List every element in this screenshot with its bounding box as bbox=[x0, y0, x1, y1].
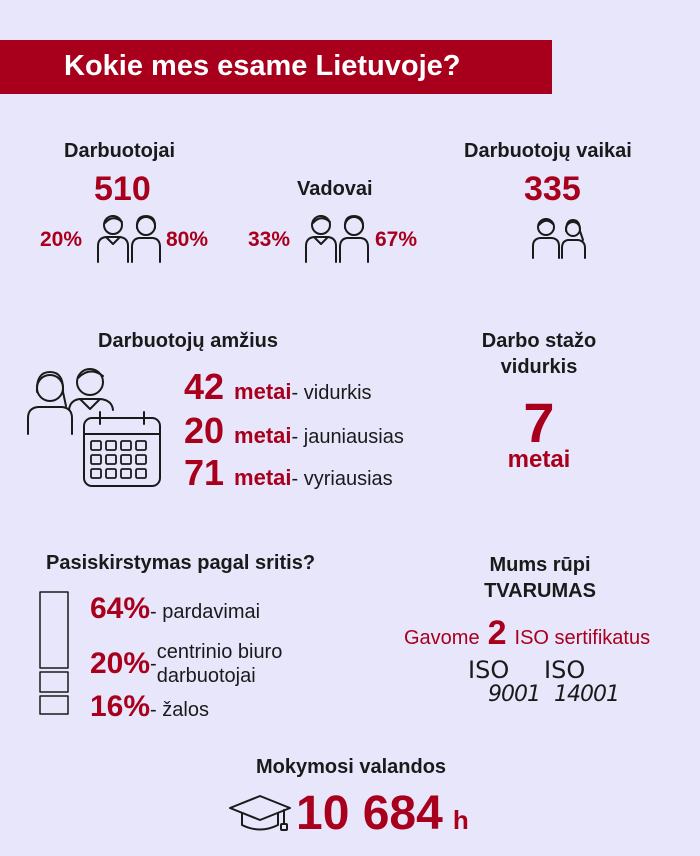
age-stat-value: 71 bbox=[184, 452, 225, 493]
tenure-label-line2: vidurkis bbox=[500, 356, 578, 378]
sustainability-label-line1: Mums rūpi bbox=[489, 554, 591, 576]
iso-14001-top: ISO bbox=[544, 656, 586, 684]
age-stat-unit: metai bbox=[234, 465, 292, 490]
area-value: 64% bbox=[90, 592, 151, 625]
children-count: 335 bbox=[524, 170, 581, 208]
iso-suffix: ISO sertifikatus bbox=[514, 627, 651, 649]
age-stat-youngest bbox=[184, 410, 404, 452]
area-office: 20%- centrinio biuro darbuotojai bbox=[90, 641, 283, 687]
areas-bar bbox=[38, 590, 72, 718]
age-label: Darbuotojų amžius bbox=[98, 330, 279, 352]
areas-bar-segment-office bbox=[40, 672, 68, 692]
training-value: 10 684 bbox=[296, 787, 443, 840]
employees-pct-left: 20% bbox=[40, 228, 83, 251]
training-hours bbox=[296, 786, 469, 841]
children-label: Darbuotojų vaikai bbox=[464, 140, 632, 162]
age-stat-unit: metai bbox=[234, 379, 292, 404]
area-desc-line2: darbuotojai bbox=[156, 665, 256, 687]
iso-certificates bbox=[404, 614, 650, 653]
area-desc: - pardavimai bbox=[150, 601, 261, 623]
age-stat-desc: - jauniausias bbox=[291, 426, 404, 448]
training-label: Mokymosi valandos bbox=[256, 756, 447, 778]
employees-count: 510 bbox=[94, 170, 151, 208]
managers-label: Vadovai bbox=[297, 178, 373, 200]
areas-label: Pasiskirstymas pagal sritis? bbox=[46, 552, 316, 574]
sustainability-label-line2: TVARUMAS bbox=[484, 580, 596, 602]
employees-label: Darbuotojai bbox=[64, 140, 176, 162]
iso-prefix: Gavome bbox=[404, 627, 480, 649]
iso-14001-bottom: 14001 bbox=[554, 682, 619, 707]
age-stat-value: 42 bbox=[184, 366, 225, 407]
areas-bar-segment-claims bbox=[40, 696, 68, 714]
iso-9001-top: ISO bbox=[468, 656, 510, 684]
tenure-value: 7 bbox=[523, 391, 555, 454]
age-stat-unit: metai bbox=[234, 423, 292, 448]
people-pair-icon bbox=[94, 210, 166, 266]
graduation-cap-icon bbox=[226, 792, 294, 836]
children-icon bbox=[530, 214, 590, 260]
age-stat-value: 20 bbox=[184, 410, 225, 451]
age-stat-average bbox=[184, 366, 372, 408]
area-desc: - žalos bbox=[150, 699, 209, 721]
iso-count: 2 bbox=[487, 614, 507, 652]
age-stat-desc: - vyriausias bbox=[291, 468, 393, 490]
tenure-label-line1: Darbo stažo bbox=[481, 330, 597, 352]
page-title: Kokie mes esame Lietuvoje? bbox=[64, 50, 461, 82]
age-stat-desc: - vidurkis bbox=[291, 382, 372, 404]
area-desc-line1: centrinio biuro bbox=[156, 641, 283, 663]
areas-bar-segment-sales bbox=[40, 592, 68, 668]
training-unit: h bbox=[452, 805, 469, 835]
age-stat-oldest bbox=[184, 452, 393, 494]
people-calendar-icon bbox=[22, 362, 167, 490]
area-sales bbox=[90, 592, 260, 626]
area-value: 20% bbox=[90, 647, 151, 680]
iso-9001-bottom: 9001 bbox=[488, 682, 540, 707]
managers-pair-icon bbox=[302, 210, 374, 266]
managers-pct-right: 67% bbox=[375, 228, 418, 251]
employees-pct-right: 80% bbox=[166, 228, 209, 251]
managers-pct-left: 33% bbox=[248, 228, 291, 251]
area-value: 16% bbox=[90, 690, 151, 723]
area-claims bbox=[90, 690, 209, 724]
tenure-unit: metai bbox=[507, 446, 571, 473]
